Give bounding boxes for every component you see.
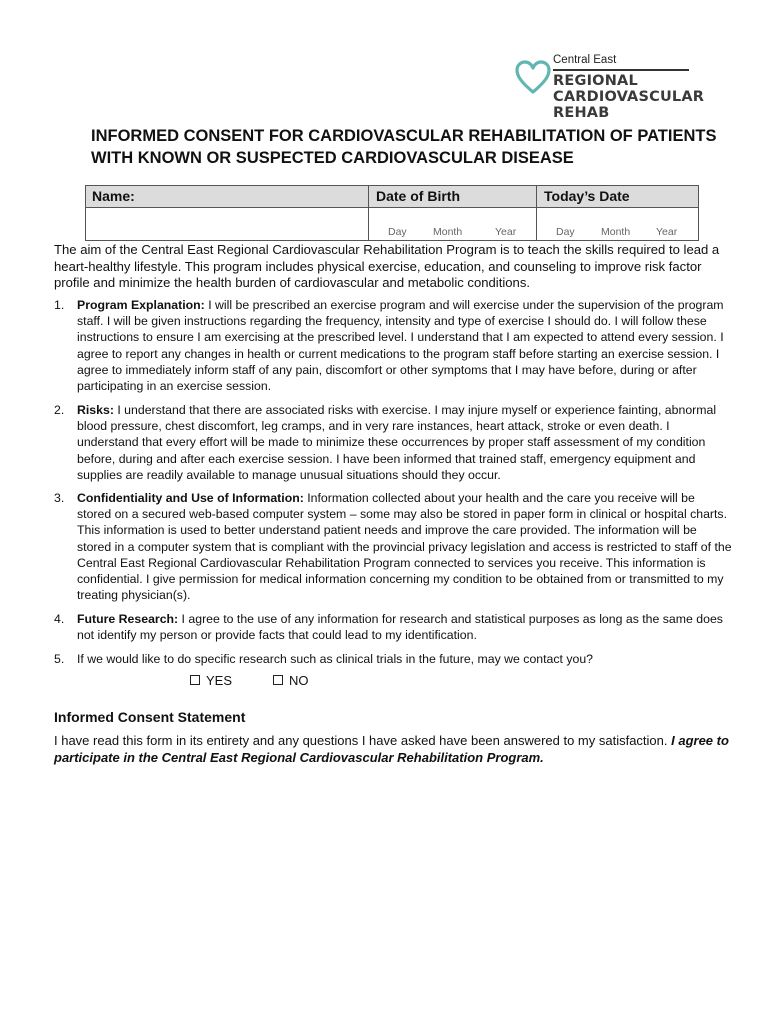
dob-month-label: Month <box>433 226 463 238</box>
item-number: 3. <box>54 491 65 505</box>
yes-label: YES <box>206 673 233 688</box>
yes-checkbox[interactable] <box>190 675 200 685</box>
patient-info-table <box>85 185 699 241</box>
item-number: 4. <box>54 612 65 626</box>
today-label: Today’s Date <box>544 188 630 204</box>
item-text: I agree to the use of any information for research and statistical purposes as long as the same does not identify my person or provide facts that could lead to my identification. <box>77 612 723 643</box>
statement-heading: Informed Consent Statement <box>54 709 246 725</box>
intro-paragraph: The aim of the Central East Regional Cardiovascular Rehabilitation Program is to teach the skills required to lead a heart-healthy lifestyle. This program includes physical exercise, education, and counseling to improve risk factor profile and minimize the health burden of cardiovascular and metabolic conditions. <box>54 242 720 290</box>
logo-line-4: REHAB <box>553 105 610 121</box>
item-number: 1. <box>54 298 65 312</box>
statement-body: I have read this form in its entirety and any questions I have asked have been answered to my satisfaction. <box>54 733 672 748</box>
name-field[interactable] <box>86 208 367 240</box>
statement-text <box>54 733 734 766</box>
logo-line-1: Central East <box>553 54 617 66</box>
item-text: If we would like to do specific research such as clinical trials in the future, may we contact you? <box>77 652 594 666</box>
rehab-logo <box>515 54 705 122</box>
item-heading: Confidentiality and Use of Information: <box>77 491 304 505</box>
yes-option[interactable] <box>190 673 232 688</box>
logo-rule <box>553 69 689 71</box>
logo-line-2: REGIONAL <box>553 73 638 89</box>
dob-label: Date of Birth <box>376 188 460 204</box>
dob-day-label: Day <box>388 226 407 238</box>
no-option[interactable] <box>273 673 309 688</box>
item-text: I understand that there are associated risks with exercise. I may injure myself or experience fainting, abnormal blood pressure, chest discomfort, leg cramps, and in very rare instances, heart attack, stroke or even death. I understand that every effort will be made to minimize these occurrences by proper staff assessment of my condition before, during and after each exercise session. I have been informed that trained staff, emergency equipment and supplies are readily available to manage unusual situations should they occur. <box>77 403 717 482</box>
item-number: 2. <box>54 403 65 417</box>
today-year-label: Year <box>656 226 678 238</box>
logo-line-3: CARDIOVASCULAR <box>553 89 705 105</box>
no-label: NO <box>289 673 309 688</box>
no-checkbox[interactable] <box>273 675 283 685</box>
item-heading: Future Research: <box>77 612 179 626</box>
page-title: INFORMED CONSENT FOR CARDIOVASCULAR REHABILITATION OF PATIENTS WITH KNOWN OR SUSPECTED CARDIOVASCULAR DISEASE <box>91 127 717 167</box>
statement-emphasis: I agree to participate in the Central East Regional Cardiovascular Rehabilitation Program. <box>54 733 729 765</box>
name-label: Name: <box>92 188 135 204</box>
today-day-label: Day <box>556 226 575 238</box>
item-heading: Program Explanation: <box>77 298 205 312</box>
today-month-label: Month <box>601 226 631 238</box>
item-text: I will be prescribed an exercise program and will exercise under the supervision of the program staff. I will be given instructions regarding the frequency, intensity and type of exercise I should do. I will follow these instructions to ensure I am exercising at the prescribed level. I understand that I am expected to attend every session. I agree to report any changes in health or current medications to the program staff before starting an exercise session. I agree to immediately inform staff of any pain, discomfort or other symptoms that I may have before, during or after participating in an exercise session. <box>77 298 724 394</box>
item-number: 5. <box>54 652 65 666</box>
dob-year-label: Year <box>495 226 517 238</box>
heart-icon <box>515 60 551 96</box>
item-text: Information collected about your health and the care you receive will be stored on a secured web-based computer system – some may also be stored in paper form in clinical or hospital charts. This information is used to better understand patient needs and improve the care provided. The information will be stored in a computer system that is compliant with the provincial privacy legislation and access is restricted to staff of the Central East Regional Cardiovascular Rehabilitation Program connected to services you receive. This information is confidential. I give permission for medical information concerning my condition to be obtained from or transmitted to my treating physician(s). <box>77 491 732 603</box>
item-heading: Risks: <box>77 403 114 417</box>
